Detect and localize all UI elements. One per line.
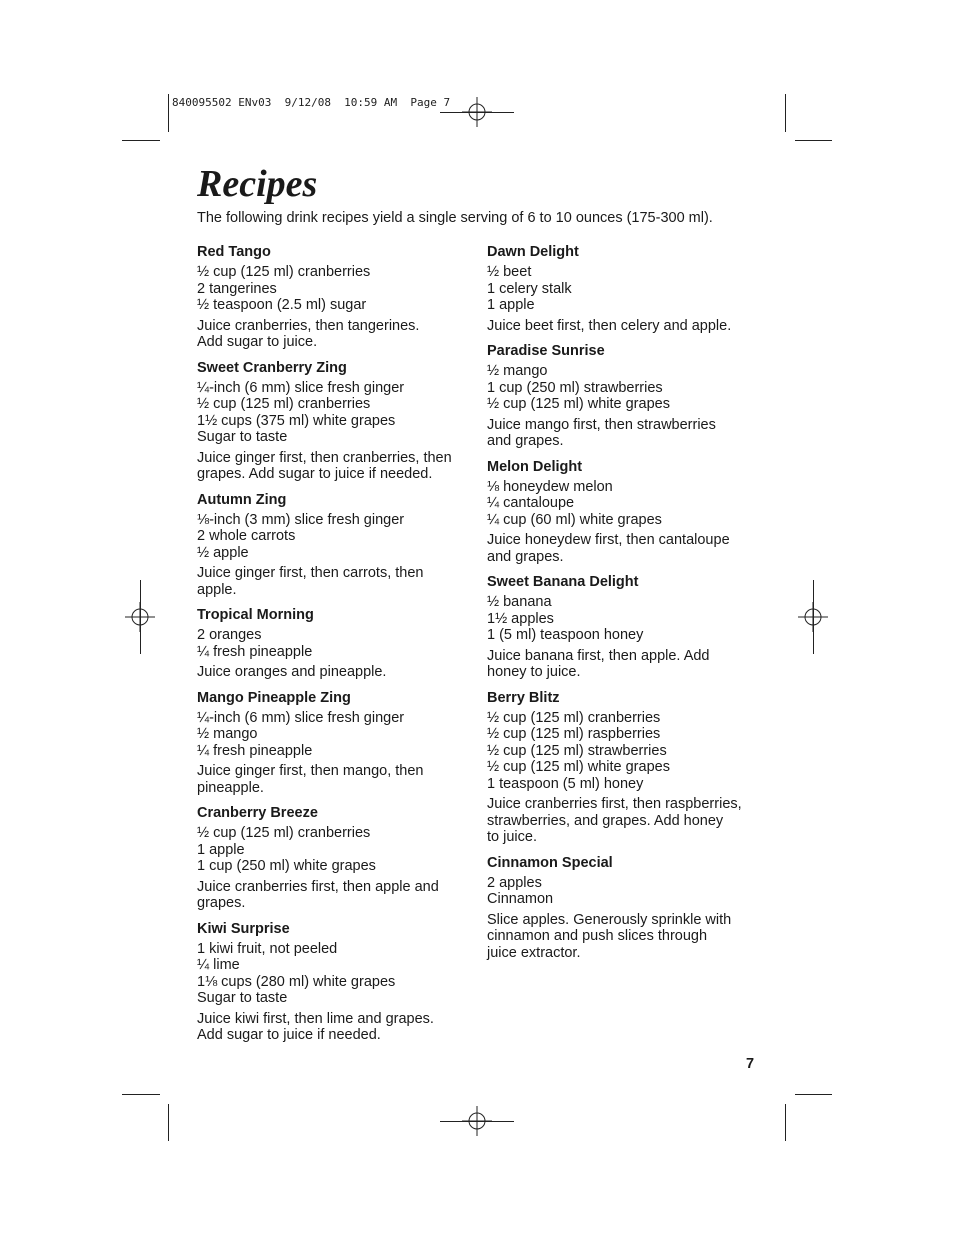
ingredient: ¼ cantaloupe (487, 495, 575, 511)
recipe-name: Melon Delight (487, 458, 583, 475)
crop-mark (795, 1094, 832, 1095)
ingredient: ¼-inch (6 mm) slice fresh ginger (197, 379, 405, 396)
ingredient: ½ mango (197, 726, 258, 742)
page-number: 7 (746, 1056, 755, 1072)
ingredient: 1 teaspoon (5 ml) honey (487, 775, 644, 792)
registration-mark-icon (125, 602, 155, 632)
recipe-instructions (197, 318, 477, 351)
ingredient-list (487, 594, 767, 644)
instruction-line: Add sugar to juice if needed. (197, 1027, 381, 1043)
ingredient: ½ cup (125 ml) strawberries (487, 742, 667, 759)
instruction-line: Juice ginger first, then mango, then (197, 763, 424, 779)
ingredient-list (487, 710, 767, 793)
ingredient: 2 oranges (197, 627, 262, 643)
ingredient: ½ cup (125 ml) raspberries (487, 726, 661, 742)
ingredient: ¼-inch (6 mm) slice fresh ginger (197, 709, 405, 726)
instruction-line: strawberries, and grapes. Add honey (487, 812, 724, 829)
instruction-line: apple. (197, 581, 237, 598)
ingredient-list (197, 264, 477, 314)
recipe (197, 360, 477, 483)
ingredient-list (487, 363, 767, 413)
recipe-name: Cinnamon Special (487, 854, 613, 871)
crop-mark (785, 94, 786, 132)
recipe (197, 492, 477, 599)
instruction-line: Juice kiwi first, then lime and grapes. (197, 1010, 434, 1027)
ingredient-list (487, 875, 767, 908)
recipe (487, 459, 767, 566)
recipe-name: Red Tango (197, 244, 271, 260)
instruction-line: Juice cranberries first, then raspberries, (487, 796, 742, 812)
recipe-instructions (197, 664, 477, 681)
recipe-instructions (487, 796, 767, 846)
recipe (197, 690, 477, 797)
instruction-line: Juice cranberries first, then apple and (197, 878, 439, 895)
crop-mark (168, 94, 169, 132)
recipe-instructions (487, 648, 767, 681)
page-title: Recipes (197, 163, 318, 205)
crop-mark (795, 140, 832, 141)
recipe-name: Mango Pineapple Zing (197, 689, 351, 706)
ingredient: 1 kiwi fruit, not peeled (197, 940, 338, 957)
recipe (487, 574, 767, 681)
ingredient: ½ apple (197, 544, 249, 561)
instruction-line: Juice ginger first, then carrots, then (197, 565, 424, 581)
recipe-name: Autumn Zing (197, 491, 287, 508)
registration-mark-icon (462, 1106, 492, 1136)
instruction-line: Add sugar to juice. (197, 334, 318, 350)
ingredient: ½ teaspoon (2.5 ml) sugar (197, 297, 367, 313)
recipe (487, 855, 767, 962)
ingredient: ¼ fresh pineapple (197, 742, 313, 759)
recipe (197, 921, 477, 1044)
ingredient: ¼ cup (60 ml) white grapes (487, 511, 662, 528)
instruction-line: grapes. Add sugar to juice if needed. (197, 466, 433, 482)
ingredient-list (487, 264, 767, 314)
ingredient: ½ cup (125 ml) cranberries (197, 264, 371, 280)
registration-mark-icon (798, 602, 828, 632)
instruction-line: pineapple. (197, 779, 264, 796)
ingredient: 2 tangerines (197, 280, 277, 297)
instruction-line: juice extractor. (487, 944, 581, 961)
ingredient: ½ cup (125 ml) cranberries (197, 396, 371, 412)
ingredient: ⅛-inch (3 mm) slice fresh ginger (197, 511, 405, 528)
crop-mark (168, 1104, 169, 1141)
recipe-instructions (197, 879, 477, 912)
instruction-line: Juice mango first, then strawberries (487, 416, 716, 433)
recipe (197, 607, 477, 681)
ingredient: 2 whole carrots (197, 528, 296, 544)
recipe-name: Tropical Morning (197, 607, 314, 623)
recipe-name: Paradise Sunrise (487, 343, 605, 359)
ingredient: 1 celery stalk (487, 280, 572, 297)
recipe-instructions (487, 318, 767, 335)
ingredient: ⅛ honeydew melon (487, 478, 613, 495)
ingredient: 1½ apples (487, 610, 554, 627)
recipe-column-left (197, 244, 477, 1053)
recipe-name: Cranberry Breeze (197, 805, 318, 821)
ingredient: 1⅛ cups (280 ml) white grapes (197, 973, 396, 990)
ingredient: Cinnamon (487, 891, 554, 907)
instruction-line: cinnamon and push slices through (487, 928, 708, 944)
ingredient: ½ beet (487, 264, 532, 280)
recipe-instructions (197, 763, 477, 796)
instruction-line: honey to juice. (487, 664, 581, 680)
ingredient-list (197, 512, 477, 562)
instruction-line: Juice banana first, then apple. Add (487, 647, 710, 664)
ingredient-list (197, 710, 477, 760)
ingredient: 1½ cups (375 ml) white grapes (197, 412, 396, 429)
ingredient: ¼ lime (197, 957, 240, 973)
ingredient-list (197, 380, 477, 446)
ingredient: ½ cup (125 ml) cranberries (487, 709, 661, 726)
recipe-name: Sweet Cranberry Zing (197, 359, 347, 376)
ingredient: ½ mango (487, 363, 548, 379)
recipe-column-right (487, 244, 767, 970)
ingredient: ½ cup (125 ml) white grapes (487, 396, 670, 412)
registration-mark-icon (462, 97, 492, 127)
instruction-line: Juice oranges and pineapple. (197, 664, 387, 680)
recipe-instructions (197, 450, 477, 483)
recipe (197, 805, 477, 912)
intro-text: The following drink recipes yield a single serving of 6 to 10 ounces (175-300 ml). (197, 210, 713, 226)
ingredient: ½ cup (125 ml) white grapes (487, 759, 670, 775)
crop-mark (785, 1104, 786, 1141)
ingredient: ¼ fresh pineapple (197, 643, 313, 660)
ingredient-list (197, 825, 477, 875)
crop-mark (122, 1094, 160, 1095)
crop-mark (122, 140, 160, 141)
instruction-line: grapes. (197, 895, 246, 911)
ingredient: 1 apple (487, 297, 535, 313)
ingredient: ½ banana (487, 594, 552, 610)
instruction-line: and grapes. (487, 548, 564, 565)
recipe (487, 690, 767, 846)
recipe-instructions (197, 565, 477, 598)
recipe (197, 244, 477, 351)
recipe (487, 343, 767, 450)
ingredient: Sugar to taste (197, 429, 288, 445)
instruction-line: Slice apples. Generously sprinkle with (487, 911, 732, 928)
ingredient: Sugar to taste (197, 990, 288, 1006)
ingredient: ½ cup (125 ml) cranberries (197, 825, 371, 841)
recipe-instructions (487, 532, 767, 565)
recipe-name: Dawn Delight (487, 244, 579, 260)
ingredient: 1 apple (197, 841, 245, 858)
instruction-line: Juice beet first, then celery and apple. (487, 317, 732, 334)
ingredient-list (197, 941, 477, 1007)
ingredient: 2 apples (487, 874, 542, 891)
recipe-instructions (197, 1011, 477, 1044)
instruction-line: Juice honeydew first, then cantaloupe (487, 532, 730, 548)
recipe (487, 244, 767, 334)
ingredient: 1 (5 ml) teaspoon honey (487, 627, 644, 643)
ingredient: 1 cup (250 ml) white grapes (197, 858, 376, 874)
recipe-instructions (487, 912, 767, 962)
printer-slug: 840095502 ENv03 9/12/08 10:59 AM Page 7 (172, 96, 451, 109)
instruction-line: Juice cranberries, then tangerines. (197, 317, 420, 334)
ingredient-list (197, 627, 477, 660)
recipe-name: Kiwi Surprise (197, 920, 290, 937)
instruction-line: Juice ginger first, then cranberries, then (197, 449, 452, 466)
recipe-name: Sweet Banana Delight (487, 574, 639, 590)
ingredient: 1 cup (250 ml) strawberries (487, 379, 663, 396)
instruction-line: to juice. (487, 829, 537, 845)
recipe-instructions (487, 417, 767, 450)
instruction-line: and grapes. (487, 433, 564, 449)
ingredient-list (487, 479, 767, 529)
recipe-name: Berry Blitz (487, 689, 560, 706)
